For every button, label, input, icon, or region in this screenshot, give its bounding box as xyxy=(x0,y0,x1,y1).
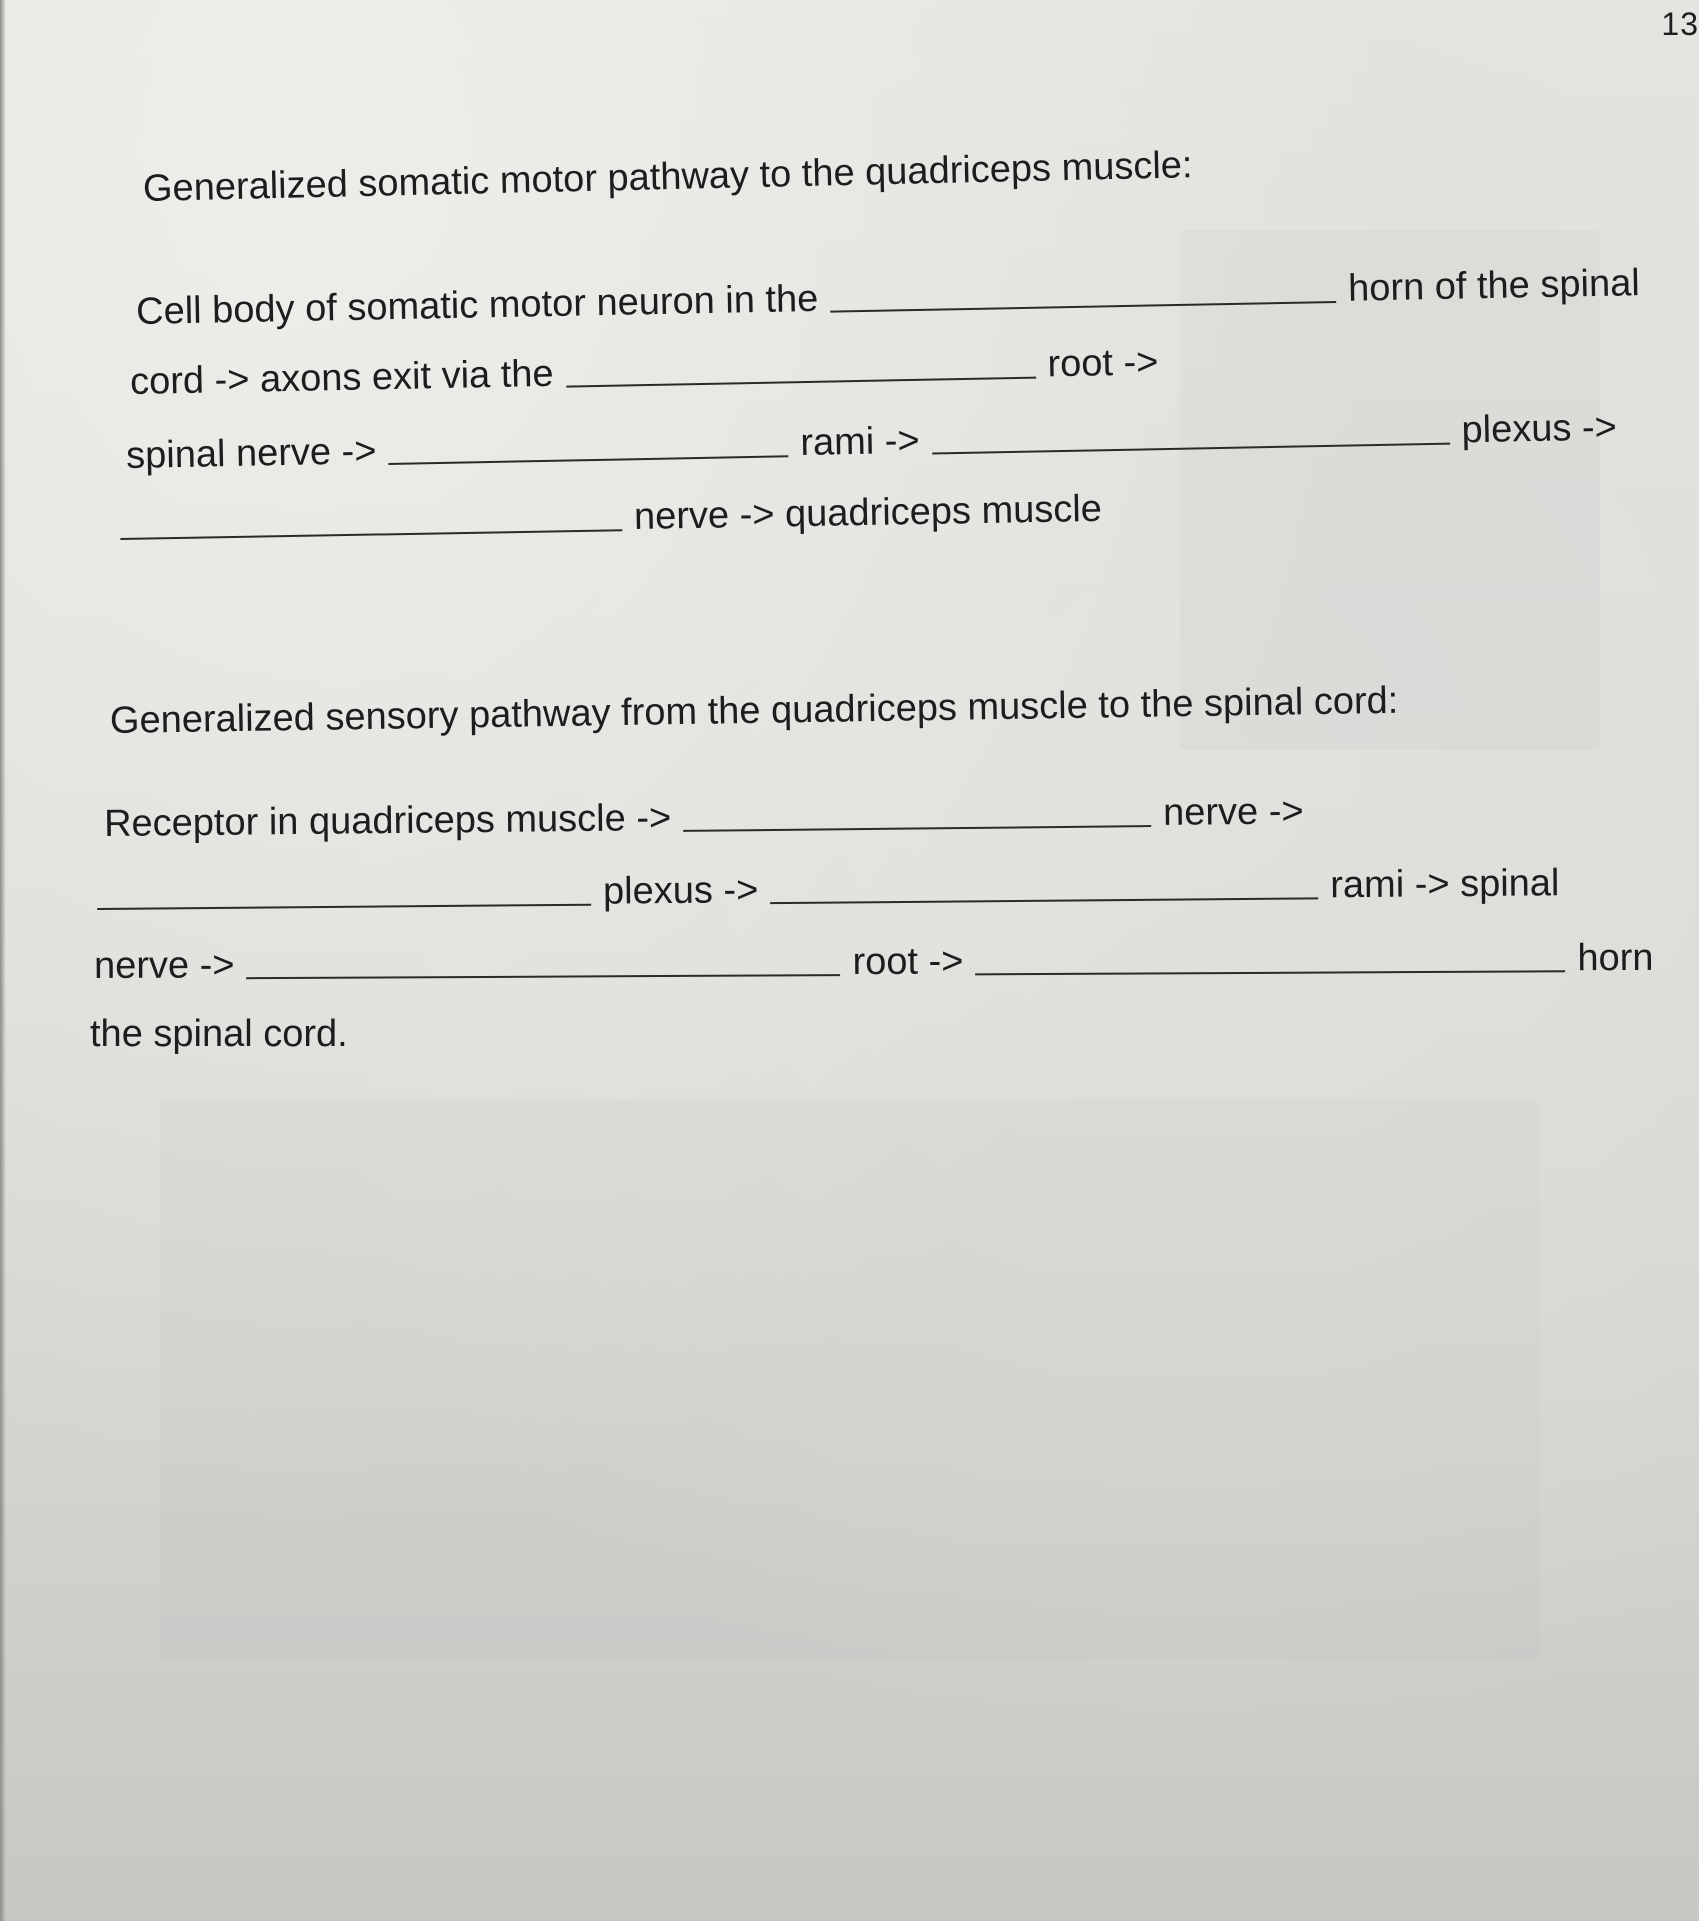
sensory-text: nerve -> xyxy=(1162,790,1304,834)
motor-text: plexus -> xyxy=(1461,406,1618,452)
page-number: 13 xyxy=(1661,6,1699,42)
motor-text: cord -> axons exit via the xyxy=(129,352,554,403)
answer-blank[interactable] xyxy=(120,529,622,540)
motor-text: nerve -> quadriceps muscle xyxy=(633,487,1103,539)
answer-blank[interactable] xyxy=(683,825,1151,832)
motor-text: Cell body of somatic motor neuron in the xyxy=(135,277,819,333)
answer-blank[interactable] xyxy=(566,377,1036,388)
motor-pathway-heading: Generalized somatic motor pathway to the quadriceps muscle: xyxy=(142,144,1193,210)
sensory-line-4 xyxy=(90,998,348,1054)
answer-blank[interactable] xyxy=(389,455,789,465)
answer-blank[interactable] xyxy=(97,904,591,910)
sensory-line-1 xyxy=(104,775,1304,844)
sensory-text: Receptor in quadriceps muscle -> xyxy=(103,797,672,845)
sensory-text: the spinal cord. xyxy=(90,1013,348,1055)
motor-text: spinal nerve -> xyxy=(125,430,377,477)
motor-line-2 xyxy=(129,326,1158,402)
sensory-line-2 xyxy=(97,847,1560,916)
sensory-text: rami -> spinal xyxy=(1330,862,1560,907)
sensory-pathway-heading: Generalized sensory pathway from the quadriceps muscle to the spinal cord: xyxy=(109,679,1399,742)
sensory-text: nerve -> xyxy=(93,944,235,987)
motor-text: horn of the spinal xyxy=(1347,262,1641,310)
motor-text: rami -> xyxy=(799,419,921,465)
sensory-text: root -> xyxy=(852,940,964,984)
motor-line-4 xyxy=(120,473,1103,546)
sensory-text: plexus -> xyxy=(602,869,759,913)
answer-blank[interactable] xyxy=(770,897,1318,904)
answer-blank[interactable] xyxy=(975,970,1565,975)
motor-text: root -> xyxy=(1047,341,1159,386)
bleed-through-shadow xyxy=(160,1100,1540,1660)
answer-blank[interactable] xyxy=(247,974,841,979)
sensory-line-3 xyxy=(94,922,1654,986)
sensory-text: horn xyxy=(1577,936,1654,980)
